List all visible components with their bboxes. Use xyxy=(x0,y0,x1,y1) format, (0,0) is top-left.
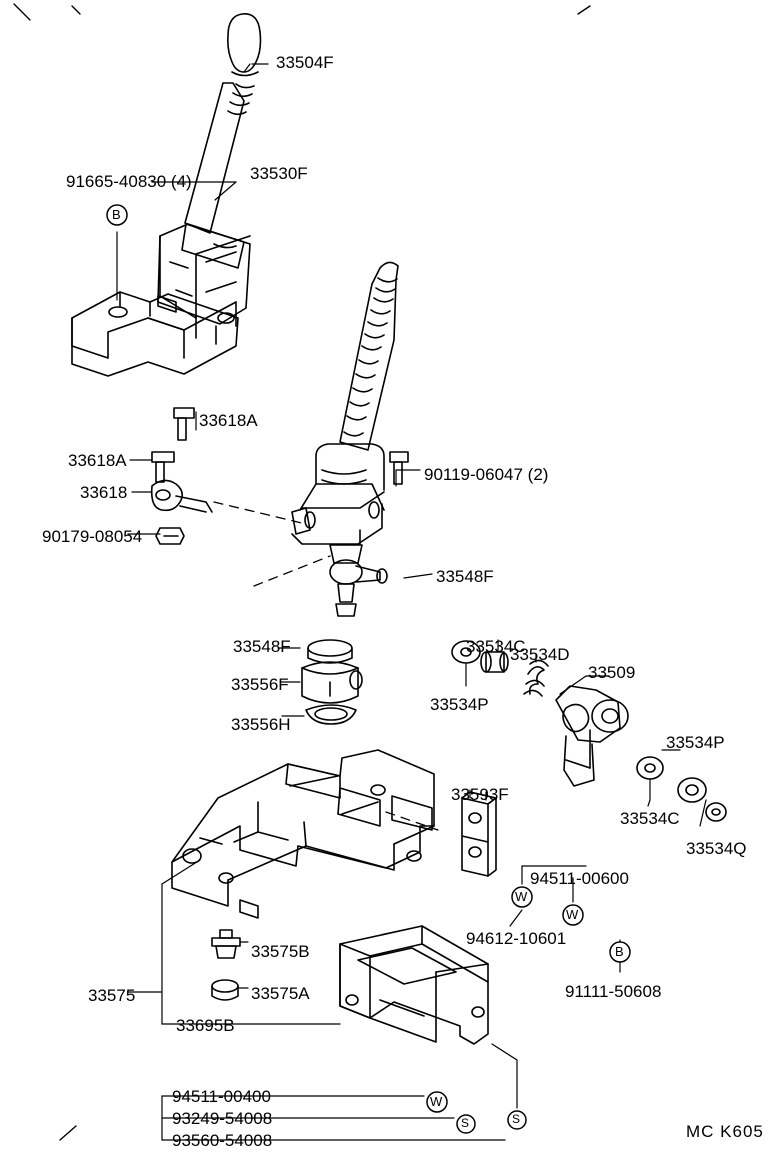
letter-bubble-group xyxy=(107,205,630,1133)
part-label-33548F-right: 33548F xyxy=(436,567,494,586)
bushing-33575A xyxy=(212,980,238,1000)
part-label-33556H: 33556H xyxy=(231,715,291,734)
part-label-93560-54008: 93560-54008 xyxy=(172,1131,273,1150)
washer-33534Q xyxy=(706,803,726,821)
shift-lever-knob xyxy=(228,14,261,76)
part-label-33534D: 33534D xyxy=(510,645,570,664)
shift-housing-base-plate xyxy=(72,292,238,376)
bracket-33618 xyxy=(152,480,212,512)
part-label-33618A-upper: 33618A xyxy=(199,411,258,430)
retainer-33593F xyxy=(462,792,496,876)
spring-33534D xyxy=(524,660,548,696)
part-label-33556F: 33556F xyxy=(231,675,289,694)
part-label-90179-08054: 90179-08054 xyxy=(42,527,143,546)
part-label-93249-54008: 93249-54008 xyxy=(172,1109,273,1128)
part-label-94511-00400: 94511-00400 xyxy=(172,1087,271,1106)
part-label-33618: 33618 xyxy=(80,483,128,502)
part-label-33534C-top: 33534C xyxy=(466,637,526,656)
shift-arm-33509 xyxy=(556,686,628,786)
bushing-33534C-right xyxy=(678,778,706,802)
shift-lever-pivot-ball xyxy=(330,545,387,616)
part-label-33548F-left: 33548F xyxy=(233,637,291,656)
bubble-letter-S-1: S xyxy=(461,1116,470,1130)
bubble-letter-W-1: W xyxy=(515,889,528,904)
bolt-90119-06047 xyxy=(390,452,408,484)
part-label-90119-06047: 90119-06047 (2) xyxy=(424,465,549,484)
bolt-33618A-upper xyxy=(174,408,194,440)
part-label-33530F: 33530F xyxy=(250,164,308,183)
nut-90179-08054 xyxy=(156,528,184,544)
part-label-33593F: 33593F xyxy=(451,785,509,804)
shift-lever-upper-shaft xyxy=(185,83,254,233)
console-bracket-33575 xyxy=(172,750,434,918)
bushing-33548F-left xyxy=(308,640,352,663)
bubble-letter-W-2: W xyxy=(566,907,579,922)
part-label-94612-10601: 94612-10601 xyxy=(466,929,567,948)
part-label-33534Q: 33534Q xyxy=(686,839,747,858)
part-label-33534C-bottom: 33534C xyxy=(620,809,680,828)
shift-lever-retainer-housing xyxy=(292,444,384,544)
bubble-letter-W-3: W xyxy=(430,1094,443,1109)
bubble-letter-B-top: B xyxy=(112,207,121,222)
diagram-sheet-code: MC K605 xyxy=(686,1122,764,1141)
bolt-33618A-lower xyxy=(152,452,174,482)
part-label-33534P-right: 33534P xyxy=(666,733,725,752)
part-label-33575: 33575 xyxy=(88,986,136,1005)
part-label-94511-00600: 94511-00600 xyxy=(530,869,629,888)
part-label-33509: 33509 xyxy=(588,663,636,682)
bushing-33556F xyxy=(302,662,362,703)
part-label-33575B: 33575B xyxy=(251,942,310,961)
bubble-letter-B-right: B xyxy=(615,944,624,959)
part-label-33575A: 33575A xyxy=(251,984,310,1003)
clip-33575B xyxy=(212,930,240,958)
shift-lever-lower-shaft xyxy=(340,262,398,450)
part-label-91111-50608: 91111-50608 xyxy=(565,982,662,1001)
assembly-dash-line xyxy=(214,502,438,830)
part-label-33504F: 33504F xyxy=(276,53,334,72)
part-label-33534P-left: 33534P xyxy=(430,695,489,714)
part-label-91665-40830: 91665-40830 (4) xyxy=(66,172,192,191)
bubble-letter-S-2: S xyxy=(512,1112,521,1126)
part-label-33618A-lower: 33618A xyxy=(68,451,127,470)
washer-33534P-right xyxy=(637,757,663,779)
gasket-33556H xyxy=(306,705,356,724)
part-label-33695B: 33695B xyxy=(176,1016,235,1035)
